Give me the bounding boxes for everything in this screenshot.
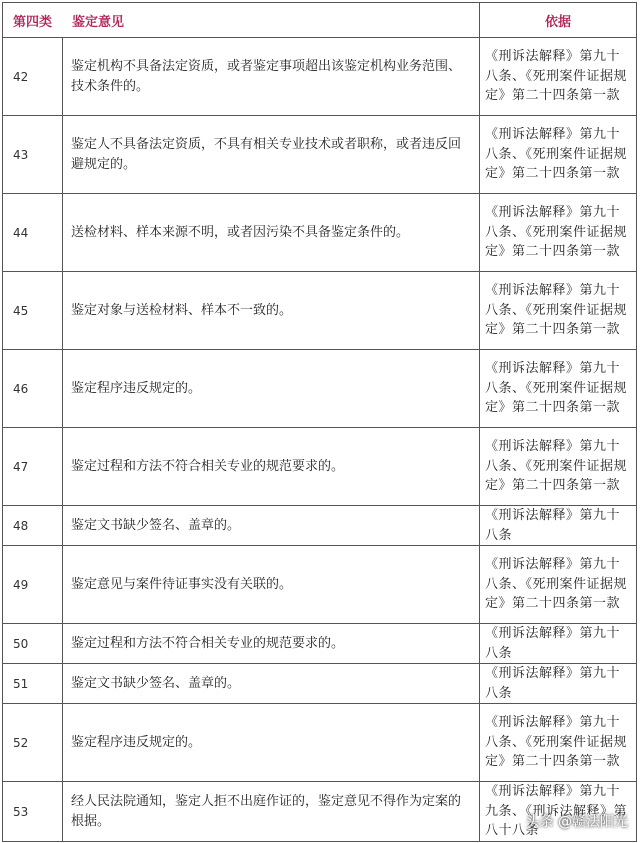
row-basis: 《刑诉法解释》第九十八条、《死刑案件证据规定》第二十四条第一款	[480, 350, 637, 428]
row-number: 43	[3, 116, 63, 194]
table-row	[3, 664, 637, 704]
row-number: 46	[3, 350, 63, 428]
row-basis: 《刑诉法解释》第九十八条、《死刑案件证据规定》第二十四条第一款	[480, 704, 637, 782]
header-category-cell	[3, 3, 480, 38]
table-row	[3, 194, 637, 272]
table-row	[3, 428, 637, 506]
row-basis: 《刑诉法解释》第九十八条、《死刑案件证据规定》第二十四条第一款	[480, 116, 637, 194]
table-row	[3, 704, 637, 782]
row-number: 50	[3, 624, 63, 664]
table-row	[3, 272, 637, 350]
row-description: 鉴定过程和方法不符合相关专业的规范要求的。	[63, 428, 480, 506]
row-basis: 《刑诉法解释》第九十八条	[480, 506, 637, 546]
header-basis: 依据	[480, 3, 637, 38]
table-row	[3, 624, 637, 664]
row-description: 送检材料、样本来源不明，或者因污染不具备鉴定条件的。	[63, 194, 480, 272]
table-row	[3, 38, 637, 116]
table-row	[3, 546, 637, 624]
table-row	[3, 116, 637, 194]
row-description: 鉴定文书缺少签名、盖章的。	[63, 506, 480, 546]
row-basis: 《刑诉法解释》第九十八条	[480, 624, 637, 664]
row-basis: 《刑诉法解释》第九十八条、《死刑案件证据规定》第二十四条第一款	[480, 428, 637, 506]
table-row	[3, 350, 637, 428]
row-description: 鉴定程序违反规定的。	[63, 704, 480, 782]
row-number: 53	[3, 782, 63, 842]
header-title: 鉴定意见	[72, 14, 125, 30]
row-basis: 《刑诉法解释》第九十八条、《死刑案件证据规定》第二十四条第一款	[480, 272, 637, 350]
row-number: 47	[3, 428, 63, 506]
row-number: 52	[3, 704, 63, 782]
row-number: 44	[3, 194, 63, 272]
row-description: 鉴定程序违反规定的。	[63, 350, 480, 428]
row-description: 鉴定人不具备法定资质，不具有相关专业技术或者职称，或者违反回避规定的。	[63, 116, 480, 194]
table-row	[3, 506, 637, 546]
row-basis: 《刑诉法解释》第九十八条、《死刑案件证据规定》第二十四条第一款	[480, 38, 637, 116]
row-description: 鉴定过程和方法不符合相关专业的规范要求的。	[63, 624, 480, 664]
table-header-row	[3, 3, 637, 38]
row-number: 51	[3, 664, 63, 704]
row-basis: 《刑诉法解释》第九十八条	[480, 664, 637, 704]
row-basis: 《刑诉法解释》第九十九条、《刑诉法解释》第八十八条	[480, 782, 637, 842]
row-number: 42	[3, 38, 63, 116]
row-description: 鉴定文书缺少签名、盖章的。	[63, 664, 480, 704]
row-basis: 《刑诉法解释》第九十八条、《死刑案件证据规定》第二十四条第一款	[480, 546, 637, 624]
row-description: 鉴定对象与送检材料、样本不一致的。	[63, 272, 480, 350]
row-description: 经人民法院通知，鉴定人拒不出庭作证的，鉴定意见不得作为定案的根据。	[63, 782, 480, 842]
row-description: 鉴定意见与案件待证事实没有关联的。	[63, 546, 480, 624]
row-basis: 《刑诉法解释》第九十八条、《死刑案件证据规定》第二十四条第一款	[480, 194, 637, 272]
row-number: 48	[3, 506, 63, 546]
row-description: 鉴定机构不具备法定资质，或者鉴定事项超出该鉴定机构业务范围、技术条件的。	[63, 38, 480, 116]
evidence-rules-table	[2, 2, 637, 842]
header-category: 第四类	[13, 14, 53, 30]
row-number: 45	[3, 272, 63, 350]
row-number: 49	[3, 546, 63, 624]
watermark: 头条 @赣法阳光	[525, 814, 628, 830]
